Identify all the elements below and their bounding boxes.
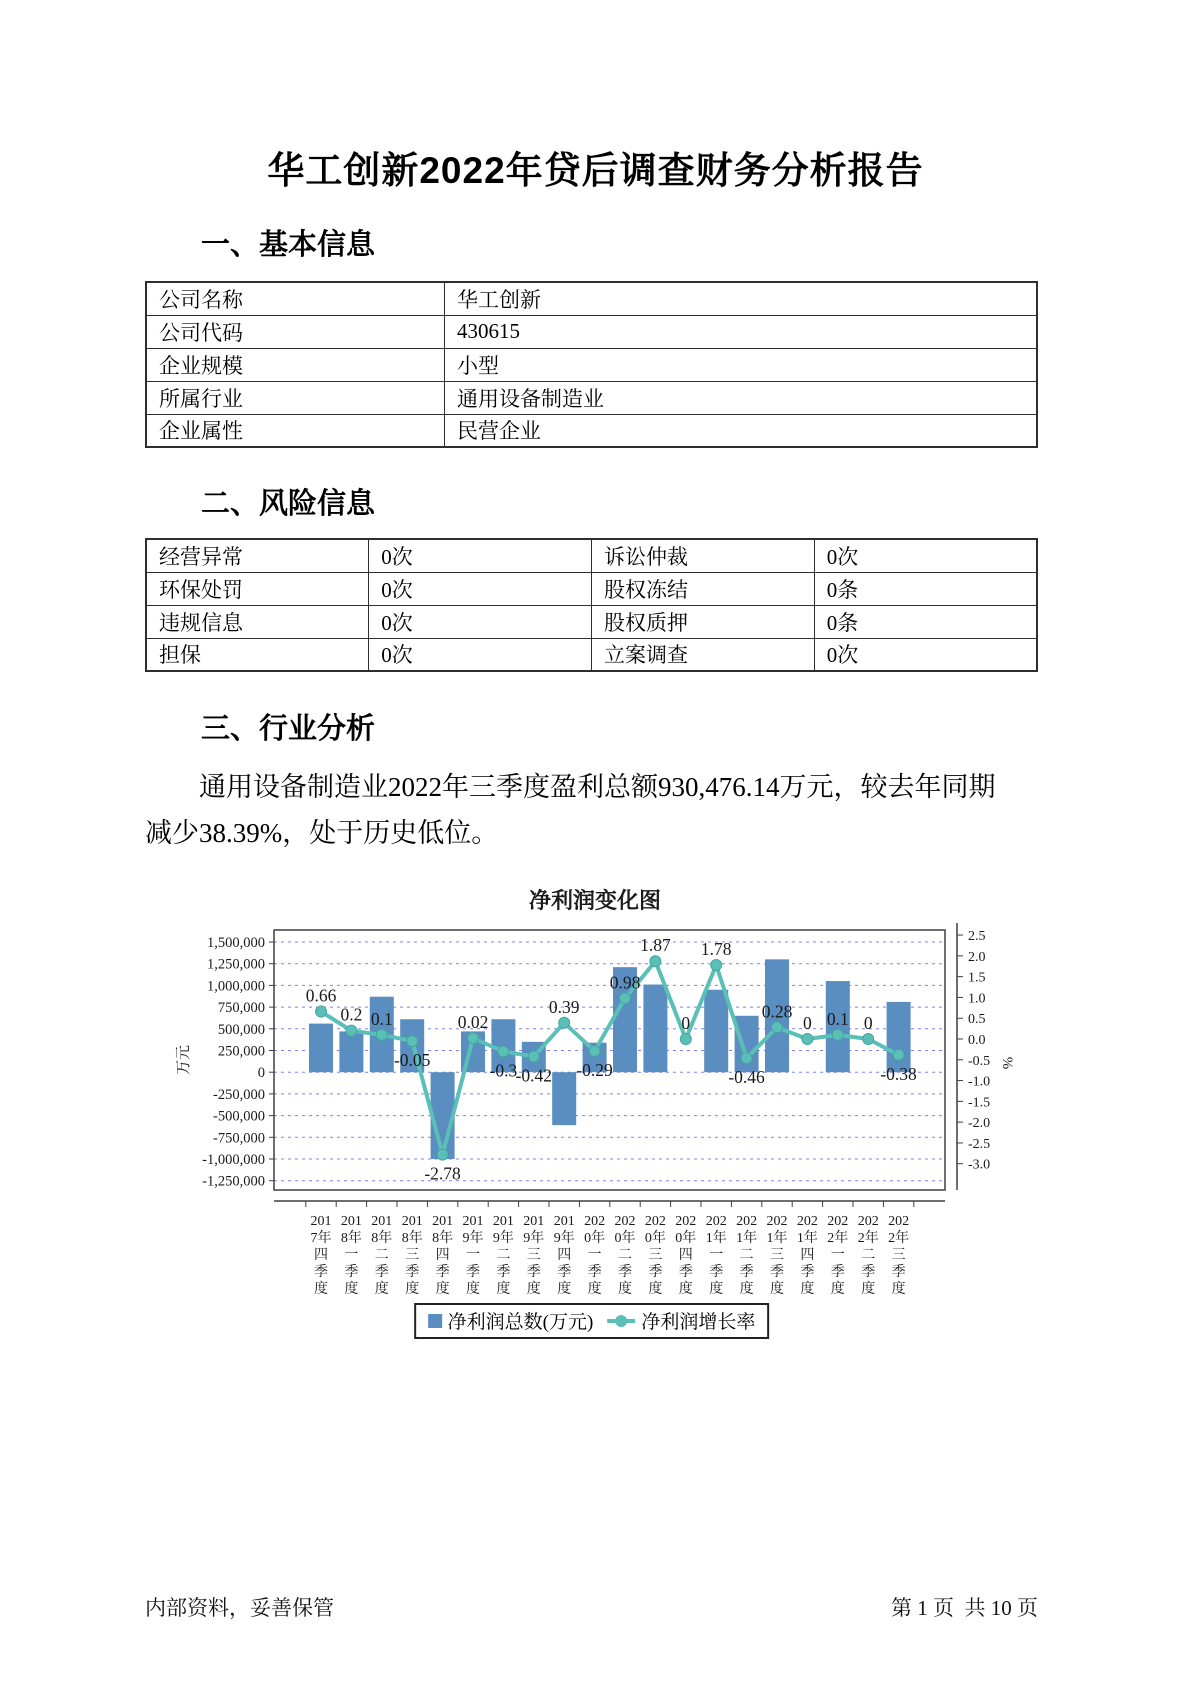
left-axis-tick-label: 1,500,000 — [207, 935, 265, 951]
line-point — [468, 1033, 479, 1044]
right-axis-tick-label: 2.5 — [968, 929, 986, 945]
right-axis-tick-label: 0.0 — [968, 1032, 986, 1048]
x-category-label: 201 8年一季度 — [340, 1214, 362, 1297]
table-cell: 0次 — [369, 539, 592, 572]
line-point — [680, 1033, 691, 1044]
table-cell: 0条 — [814, 605, 1037, 638]
table-cell: 0次 — [814, 638, 1037, 671]
legend-line-dot — [615, 1315, 627, 1327]
legend-item — [607, 1307, 755, 1334]
table-cell: 华工创新 — [444, 282, 1037, 315]
left-axis-tick-label: 250,000 — [217, 1043, 265, 1060]
table-cell: 经营异常 — [146, 539, 369, 572]
table-cell: 所属行业 — [146, 381, 444, 414]
table-row — [146, 539, 1037, 572]
x-category-label: 201 9年三季度 — [523, 1214, 545, 1297]
table-row — [146, 282, 1037, 315]
right-axis-tick-label: -1.5 — [968, 1095, 991, 1111]
table-cell: 股权质押 — [592, 605, 815, 638]
legend-bar-swatch-icon — [428, 1314, 442, 1328]
chart-title: 净利润变化图 — [528, 888, 662, 913]
line-point — [376, 1029, 387, 1040]
table-cell: 小型 — [444, 348, 1037, 381]
table-cell: 0次 — [369, 638, 592, 671]
point-label: 0.66 — [305, 985, 337, 1006]
paragraph-line: 减少38.39%，处于历史低位。 — [145, 818, 499, 848]
x-category-label: 202 0年三季度 — [644, 1214, 666, 1297]
left-axis-tick-label: 500,000 — [217, 1021, 265, 1038]
paragraph-line: 通用设备制造业2022年三季度盈利总额930,476.14万元，较去年同期 — [199, 772, 996, 802]
table-cell: 公司代码 — [146, 315, 444, 348]
x-category-label: 202 2年三季度 — [888, 1214, 910, 1297]
industry-analysis-paragraph — [145, 764, 1045, 856]
line-point — [893, 1049, 904, 1060]
bar — [339, 1031, 363, 1072]
point-label: -2.78 — [424, 1163, 461, 1184]
line-point — [437, 1149, 448, 1160]
x-category-label: 202 1年一季度 — [705, 1214, 727, 1297]
left-axis-tick-label: -750,000 — [213, 1130, 265, 1147]
right-axis-tick-label: 2.0 — [968, 949, 986, 965]
basic-info-table-body — [146, 282, 1037, 447]
x-category-label: 201 7年四季度 — [310, 1214, 332, 1297]
point-label: 0.1 — [826, 1008, 849, 1029]
point-label: -0.05 — [393, 1050, 431, 1071]
table-cell: 环保处罚 — [146, 572, 369, 605]
right-axis-tick-label: -0.5 — [968, 1053, 991, 1069]
point-label: 0.28 — [761, 1001, 793, 1022]
line-point — [620, 993, 631, 1004]
line-point — [528, 1051, 539, 1062]
bar — [643, 985, 667, 1073]
point-label: 0.1 — [370, 1008, 393, 1029]
x-category-label: 201 9年一季度 — [462, 1214, 484, 1297]
table-row — [146, 605, 1037, 638]
point-label: 1.78 — [700, 938, 732, 959]
x-category-label: 202 0年一季度 — [584, 1214, 606, 1297]
x-category-label: 202 1年二季度 — [736, 1214, 758, 1297]
right-axis-title: % — [999, 1056, 1015, 1070]
x-category-label: 202 0年二季度 — [614, 1214, 636, 1297]
left-axis-title: 万元 — [176, 1044, 192, 1076]
point-label: 0 — [681, 1012, 691, 1033]
chart-legend — [414, 1303, 770, 1339]
x-category-label: 201 8年三季度 — [401, 1214, 423, 1297]
left-axis-tick-label: -1,000,000 — [202, 1152, 265, 1168]
line-point — [741, 1053, 752, 1064]
x-category-label: 201 8年二季度 — [371, 1214, 393, 1297]
footer-page-number: 第 1 页 共 10 页 — [891, 1596, 1038, 1620]
right-axis-tick-label: -1.0 — [968, 1074, 991, 1090]
left-axis-tick-label: 750,000 — [217, 1000, 265, 1017]
point-label: -0.42 — [515, 1065, 553, 1086]
legend-label: 净利润总数(万元) — [447, 1312, 594, 1333]
risk-info-table — [145, 538, 1038, 672]
table-row — [146, 381, 1037, 414]
x-category-label: 202 0年四季度 — [675, 1214, 697, 1297]
left-axis-tick-label: 0 — [257, 1065, 265, 1082]
line-point — [346, 1025, 357, 1036]
basic-info-table — [145, 281, 1038, 448]
table-cell: 诉讼仲裁 — [592, 539, 815, 572]
line-point — [498, 1046, 509, 1057]
table-row — [146, 414, 1037, 447]
table-cell: 民营企业 — [444, 414, 1037, 447]
bar — [309, 1024, 333, 1073]
x-category-label: 202 1年三季度 — [766, 1214, 788, 1297]
table-cell: 0次 — [369, 605, 592, 638]
x-category-label: 202 2年二季度 — [857, 1214, 879, 1297]
point-label: 0.02 — [457, 1012, 489, 1033]
risk-info-table-body — [146, 539, 1037, 671]
x-category-label: 202 2年一季度 — [827, 1214, 849, 1297]
right-axis-tick-label: 0.5 — [968, 1012, 986, 1028]
table-row — [146, 572, 1037, 605]
bar — [887, 1002, 911, 1072]
line-point — [407, 1036, 418, 1047]
right-axis — [957, 923, 990, 1190]
table-cell: 通用设备制造业 — [444, 381, 1037, 414]
net-profit-chart — [145, 880, 1038, 1380]
right-axis-tick-label: -2.0 — [968, 1116, 991, 1132]
section-heading-industry-analysis: 三、行业分析 — [201, 713, 376, 745]
table-cell: 立案调查 — [592, 638, 815, 671]
point-label: -0.29 — [576, 1060, 613, 1081]
table-cell: 担保 — [146, 638, 369, 671]
left-axis-tick-label: -250,000 — [213, 1086, 265, 1103]
point-label: 0.2 — [340, 1004, 363, 1025]
point-label: -0.3 — [489, 1060, 518, 1081]
line-point — [650, 956, 661, 967]
line-point — [559, 1017, 570, 1028]
table-cell: 违规信息 — [146, 605, 369, 638]
table-cell: 0条 — [814, 572, 1037, 605]
left-axis-tick-label: -1,250,000 — [202, 1173, 265, 1190]
legend-item — [428, 1307, 594, 1334]
bar — [552, 1072, 576, 1125]
right-axis-tick-label: 1.5 — [968, 970, 986, 986]
table-row — [146, 638, 1037, 671]
x-category-label: 201 8年四季度 — [432, 1214, 454, 1297]
table-cell: 企业规模 — [146, 348, 444, 381]
x-axis-labels — [311, 1214, 910, 1297]
point-label: 0.39 — [548, 996, 580, 1017]
point-label: 0.98 — [609, 972, 641, 993]
document-title: 华工创新2022年贷后调查财务分析报告 — [267, 150, 924, 191]
page-footer — [145, 1592, 1038, 1622]
legend-line-swatch-icon — [607, 1314, 635, 1328]
point-label: -0.38 — [880, 1063, 917, 1084]
left-axis-tick-label: 1,250,000 — [207, 956, 265, 973]
x-category-label: 201 9年二季度 — [492, 1214, 514, 1297]
section-heading-risk-info: 二、风险信息 — [201, 488, 376, 520]
point-label: 0 — [803, 1012, 812, 1033]
table-cell: 0次 — [814, 539, 1037, 572]
x-category-label: 202 1年四季度 — [796, 1214, 818, 1297]
legend-label: 净利润增长率 — [641, 1312, 756, 1333]
point-label: 0 — [863, 1012, 873, 1033]
line-point — [711, 959, 722, 970]
right-axis-tick-label: -3.0 — [968, 1157, 991, 1173]
table-cell: 430615 — [444, 315, 1037, 348]
line-point — [772, 1022, 783, 1033]
table-cell: 0次 — [369, 572, 592, 605]
table-cell: 股权冻结 — [592, 572, 815, 605]
point-label: -0.46 — [728, 1067, 765, 1088]
table-row — [146, 348, 1037, 381]
x-category-label: 201 9年四季度 — [553, 1214, 575, 1297]
right-axis-tick-label: -2.5 — [968, 1136, 991, 1152]
left-axis-tick-label: -500,000 — [213, 1108, 265, 1125]
line-point — [863, 1033, 874, 1044]
section-heading-basic-info: 一、基本信息 — [201, 229, 376, 261]
footer-confidential-note: 内部资料，妥善保管 — [145, 1596, 334, 1620]
line-point — [832, 1029, 843, 1040]
table-cell: 公司名称 — [146, 282, 444, 315]
x-axis — [274, 1201, 945, 1207]
line-point — [316, 1006, 327, 1017]
bar — [704, 990, 728, 1072]
point-labels — [306, 935, 917, 1183]
line-point — [589, 1046, 600, 1057]
left-axis — [202, 935, 274, 1190]
left-axis-tick-label: 1,000,000 — [207, 978, 265, 995]
table-cell: 企业属性 — [146, 414, 444, 447]
right-axis-tick-label: 1.0 — [968, 991, 986, 1007]
line-point — [802, 1033, 813, 1044]
point-label: 1.87 — [640, 935, 671, 956]
table-row — [146, 315, 1037, 348]
